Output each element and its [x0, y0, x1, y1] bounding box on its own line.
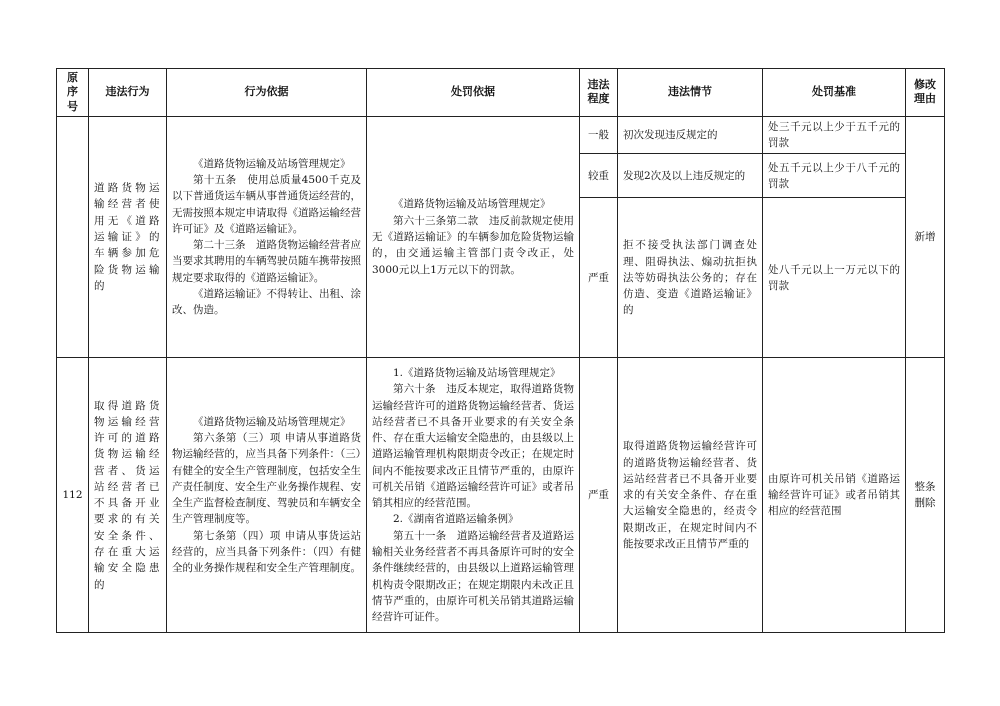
row1-behavior: 道路货物运输经营者使用无《道路运输证》的车辆参加危险货物运输的 — [89, 116, 167, 358]
header-row — [57, 69, 945, 117]
row1-seq — [57, 116, 89, 358]
row2-penalty-p1: 1.《道路货物运输及站场管理规定》 — [393, 367, 561, 380]
row2-penalty-p2: 第六十条 违反本规定，取得道路货物运输经营许可的道路货物运输经营者、货运站经营者已不具备开业要求的有关安全条件、存在重大运输安全隐患的，由县级以上道路运输管理机构限期责令改正；在规定时间内不能按要求改正且情节严重的，由原许可机关吊销《道路运输经营许可证》或者吊销其相应的经营范围。 — [372, 383, 574, 510]
row1-standard-3: 处八千元以上一万元以下的罚款 — [763, 198, 906, 358]
row2-penalty-basis — [367, 358, 580, 633]
row1-basis-p1: 《道路货物运输及站场管理规定》 — [193, 157, 351, 170]
row1-circumstance-2: 发现2次及以上违反规定的 — [618, 154, 763, 198]
row1-penalty-p1: 《道路货物运输及站场管理规定》 — [393, 198, 551, 211]
header-degree: 违法程度 — [580, 69, 618, 117]
row1-degree-3: 严重 — [580, 198, 618, 358]
header-standard: 处罚基准 — [763, 69, 906, 117]
row2-basis-p2: 第六条第（三）项 申请从事道路货物运输经营的，应当具备下列条件：（三）有健全的安全生产管理制度，包括安全生产责任制度、安全生产业务操作规程、安全生产监督检查制度、驾驶员和车辆安全生产管理制度等。 — [172, 432, 361, 526]
row2-penalty-p3: 2.《湖南省道路运输条例》 — [393, 513, 519, 526]
row2-degree: 严重 — [580, 358, 618, 633]
row2-basis-p1: 《道路货物运输及站场管理规定》 — [193, 415, 351, 428]
row2-standard: 由原许可机关吊销《道路运输经营许可证》或者吊销其相应的经营范围 — [763, 358, 906, 633]
row2-circumstance: 取得道路货物运输经营许可的道路货物运输经营者、货运站经营者已不具备开业要求的有关安全条件、存在重大运输安全隐患的，经责令限期改正，在规定时间内不能按要求改正且情节严重的 — [618, 358, 763, 633]
row1-standard-1: 处三千元以上少于五千元的罚款 — [763, 116, 906, 154]
header-behavior: 违法行为 — [89, 69, 167, 117]
row2-basis-p3: 第七条第（四）项 申请从事货运站经营的，应当具备下列条件：（四）有健全的业务操作规程和安全生产管理制度。 — [172, 529, 361, 575]
row1-basis-p2: 第十五条 使用总质量4500千克及以下普通货运车辆从事普通货运经营的，无需按照本规定申请取得《道路运输经营许可证》及《道路运输证》。 — [172, 174, 361, 235]
row1-degree-1: 一般 — [580, 116, 618, 154]
row1-circumstance-3: 拒不接受执法部门调查处理、阻碍执法、煽动抗拒执法等妨碍执法公务的；存在仿造、变造《道路运输证》的 — [618, 198, 763, 358]
header-seq: 原序号 — [57, 69, 89, 117]
row1-basis — [167, 116, 367, 358]
row1-reason: 新增 — [906, 116, 945, 358]
row1-penalty-basis — [367, 116, 580, 358]
row2-behavior: 取得道路货物运输经营许可的道路货物运输经营者、货运站经营者已不具备开业要求的有关安全条件、存在重大运输安全隐患的 — [89, 358, 167, 633]
header-reason: 修改理由 — [906, 69, 945, 117]
row1-basis-p3: 第二十三条 道路货物运输经营者应当要求其聘用的车辆驾驶员随车携带按照规定要求取得的《道路运输证》。 — [172, 239, 361, 284]
row1-basis-p4: 《道路运输证》不得转让、出租、涂改、伪造。 — [172, 287, 361, 317]
row1-degree-2: 较重 — [580, 154, 618, 198]
table-row — [57, 116, 945, 154]
row1-standard-2: 处五千元以上少于八千元的罚款 — [763, 154, 906, 198]
row2-penalty-p4: 第五十一条 道路运输经营者及道路运输相关业务经营者不再具备原许可时的安全条件继续经营的，由县级以上道路运输管理机构责令限期改正；在规定期限内未改正且情节严重的，由原许可机关吊销其道路运输经营许可证件。 — [372, 529, 574, 624]
row2-reason: 整条删除 — [906, 358, 945, 633]
header-penalty-basis: 处罚依据 — [367, 69, 580, 117]
row2-basis — [167, 358, 367, 633]
row2-seq: 112 — [57, 358, 89, 633]
penalty-table — [56, 68, 945, 633]
row1-circumstance-1: 初次发现违反规定的 — [618, 116, 763, 154]
row1-penalty-p2: 第六十三条第二款 违反前款规定使用无《道路运输证》的车辆参加危险货物运输的，由交通运输主管部门责令改正，处3000元以上1万元以下的罚款。 — [372, 214, 574, 276]
table-row — [57, 358, 945, 633]
header-basis: 行为依据 — [167, 69, 367, 117]
header-circumstance: 违法情节 — [618, 69, 763, 117]
